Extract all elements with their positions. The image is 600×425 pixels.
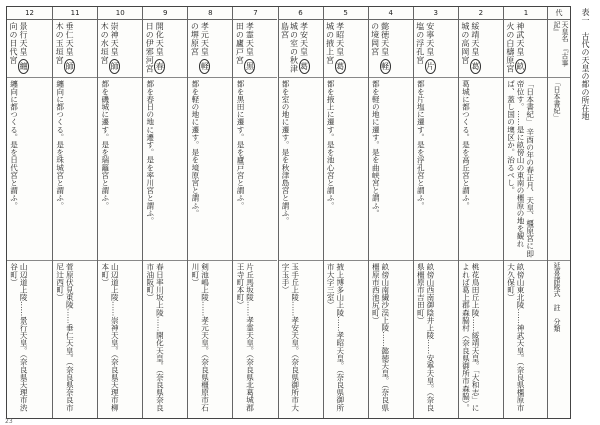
circled-char: 葛 [299,59,310,74]
emperor-column [278,7,323,418]
emperor-palace [7,19,32,77]
circled-char: 黒 [244,59,255,74]
label-num: 代 [548,7,570,20]
emperor-column [7,7,52,418]
emperor-name: 孝安天皇 [299,22,309,60]
palace-name: 城の高岡宮 [460,22,470,65]
nihon-shoki-text: 都を磯城に遷す。是を瑞籬宮と謂ふ。 [100,80,110,210]
nihon-shoki-text: 纏向に都つくる。是を日代宮と謂ふ。 [9,80,19,210]
column-number: 1 [504,7,548,20]
palace-name: 木の水垣宮 [100,22,110,65]
emperor-palace [98,19,123,77]
emperor-name: 垂仁天皇 [65,22,75,60]
engishiki-text: 菅原伏見東陵……垂仁天皇。（奈良県奈良市尼辻西町） [55,263,75,412]
column-number: 10 [98,7,142,20]
emperor-palace [369,19,394,77]
column-number: 8 [188,7,232,20]
emperor-palace [414,19,439,77]
engishiki-text: 畝傍山西南御陰井上陵……安寧天皇。（奈良県橿原市吉田町） [416,263,435,412]
nihon-shoki-text: 「日本書紀」 辛酉の年の春正月、天皇、橿原宮に即帝位す。……是に畝傍山の東南の橿原の地を観れば、蓋し国の墺区か。治るべし。 [506,80,535,258]
engishiki-text: 桃花鳥田丘上陵……綏靖天皇。「大和志」によれば葛上郡森脇村（奈良県御所市森脇）。 [461,263,481,412]
circled-char: 師 [64,59,75,74]
engishiki-text: 山辺道上陵……崇神天皇。（奈良県天理市柳本町） [100,263,120,412]
emperor-column [413,7,458,418]
engishiki-text: 玉手丘上陵……孝安天皇。（奈良県御所市大字玉手） [281,263,300,412]
engishiki-text: 剣池嶋上陵……孝元天皇。（奈良県橿原市石川町） [190,263,210,412]
circled-char: 纏 [18,59,29,74]
nihon-shoki-text: 纏向に都つくる。是を珠城宮と謂ふ。 [55,80,65,210]
column-number: 4 [369,7,413,20]
emperor-palace [279,19,313,77]
palace-name: 城の掖上宮 [325,22,335,65]
label-mid: 「日本書紀」 [553,79,561,121]
engishiki-text: 片丘馬坂陵……孝霊天皇。（奈良県北葛城郡王寺町本町） [236,263,255,412]
emperor-palace [233,19,258,77]
row-label-column [547,7,570,418]
column-number: 9 [143,7,187,20]
label-top: 天皇名 『古事記』 [553,21,569,67]
emperor-column [142,7,187,418]
engishiki-text: 畝傍山南繊沙渓上陵……懿徳天皇。（奈良県橿原市西池尻町） [371,263,390,412]
emperor-name: 開化天皇 [155,22,165,60]
label-bot: 延喜諸陵式 註 分類 [553,262,561,332]
circled-char: 葛 [335,59,346,74]
nihon-shoki-text: 都を軽の地に遷す。是を境原宮と謂ふ。 [190,80,200,217]
emperor-palace [53,19,78,77]
engishiki-text: 掖上博多山上陵……孝昭天皇。（奈良県御所市大字三室） [326,263,345,412]
emperor-name: 安寧天皇 [425,22,435,60]
page-number: 23 [5,418,13,425]
palace-name: 日の伊邪河宮 [145,22,155,73]
emperor-palace [504,19,529,77]
palace-name: 向の日代宮 [9,22,18,65]
column-number: 2 [459,7,503,20]
emperor-name: 景行天皇 [19,22,28,60]
emperor-column [52,7,97,418]
emperor-column [458,7,503,418]
palace-name: 塩の浮孔宮 [415,22,425,65]
emperor-name: 懿徳天皇 [380,22,390,60]
column-number: 11 [53,7,97,20]
nihon-shoki-text: 都を片塩に遷す。是を浮孔宮と謂ふ。 [416,80,426,210]
emperor-name: 孝霊天皇 [245,22,255,60]
emperor-name: 神武天皇 [515,22,525,60]
emperor-name: 綏靖天皇 [470,22,480,60]
column-number: 7 [233,7,277,20]
nihon-shoki-text: 都を掖上に遷す。是を池心宮と謂ふ。 [326,80,336,210]
emperor-name: 孝昭天皇 [335,22,345,60]
emperor-name: 崇神天皇 [110,22,120,60]
circled-char: 畝 [515,59,526,74]
emperor-palace [143,19,168,77]
emperor-column [97,7,142,418]
emperor-column [503,7,548,418]
nihon-shoki-text: 都を春日の地に遷す。是を率川宮と謂ふ。 [145,80,155,225]
page-title: 表一 古代の天皇の都の所在地 [581,8,590,120]
nihon-shoki-text: 都を黒田に遷す。是を廬戸宮と謂ふ。 [236,80,245,210]
column-number: 5 [324,7,368,20]
nihon-shoki-text: 都を室の地に遷す。是を秋津島宮と謂ふ。 [281,80,291,225]
nihon-shoki-text: 葛城に都つくる。是を高丘宮と謂ふ。 [461,80,471,210]
engishiki-text: 春日率川坂上陵……開化天皇。（奈良県奈良市油阪町） [145,263,165,412]
circled-char: 軽 [199,59,210,74]
column-number: 12 [7,7,52,20]
circled-char: 師 [109,59,120,74]
circled-char: 片 [425,59,436,74]
column-number: 6 [279,7,323,20]
emperor-column [187,7,232,418]
palace-name: の境岡宮 [370,22,380,56]
column-number: 3 [414,7,458,20]
nihon-shoki-text: 都を軽の地に遷す。是を曲峡宮と謂ふ。 [371,80,381,217]
table-page [6,6,571,419]
palace-name: 田の廬戸宮 [235,22,245,65]
emperor-column [323,7,368,418]
palace-name: 木の玉垣宮 [55,22,65,65]
engishiki-text: 畝傍山東北陵……神武天皇。（奈良県橿原市大久保町） [506,263,526,412]
palace-name: 火の白檮原宮 [505,22,515,73]
emperor-palace [188,19,213,77]
emperor-name: 孝元天皇 [200,22,210,60]
emperor-palace [324,19,349,77]
emperor-palace [459,19,484,77]
circled-char: 春 [154,59,165,74]
circled-char: 葛 [470,59,481,74]
palace-name: 城の室の秋津島宮 [280,22,299,73]
emperor-column [368,7,413,418]
palace-name: の堺原宮 [190,22,200,56]
circled-char: 軽 [380,59,391,74]
engishiki-text: 山辺道上陵……景行天皇。（奈良県天理市渋谷町） [9,263,29,412]
emperor-column [232,7,277,418]
